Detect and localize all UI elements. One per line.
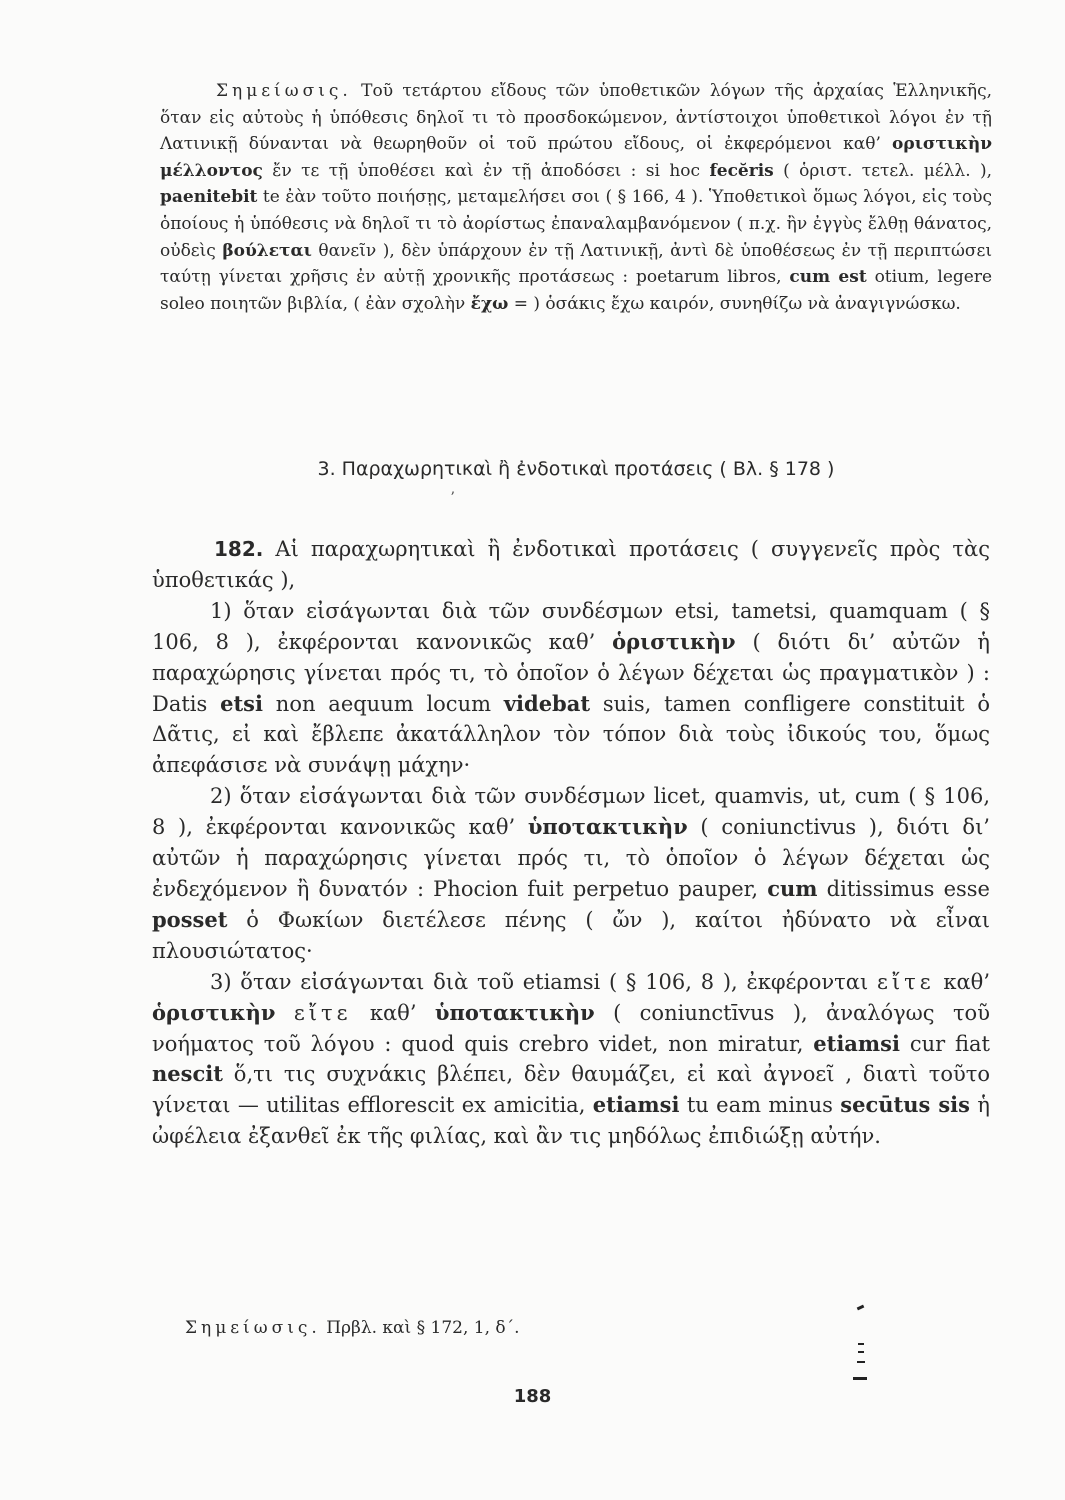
bold-term: secūtus sis xyxy=(840,1092,970,1118)
section-intro-text: Αἱ παραχωρητικαὶ ἢ ἐνδοτικαὶ προτάσεις ( συγγενεῖς πρὸς τὰς ὑποθετικάς ), xyxy=(152,537,990,592)
note-paragraph-2 xyxy=(185,1318,885,1338)
page-number: 188 xyxy=(513,1386,552,1407)
bold-term: paenitebit xyxy=(160,187,258,208)
bold-term: ἔχω xyxy=(470,293,509,314)
rule-paragraph-3 xyxy=(152,967,990,1152)
note-text: = ) ὁσάκις ἔχω καιρόν, συνηθίζω νὰ ἀναγιγνώσκω. xyxy=(513,293,961,314)
bold-term: βούλεται xyxy=(222,240,312,261)
section-number: 182. xyxy=(214,537,264,561)
note-text: Πρβλ. καὶ § 172, 1, δ΄. xyxy=(326,1318,520,1338)
rule-text: καθ’ xyxy=(943,969,990,994)
rule-text: ( διότι δι’ αὐτῶν ἡ παραχώρησις γίνεται πρός τι, τὸ ὁποῖον ὁ λέγων δέχεται ὡς πραγματικὸν ) : Datis xyxy=(152,629,990,716)
stray-mark: ʼ xyxy=(450,490,455,506)
spaced-word: εἴτε xyxy=(293,1000,352,1025)
rule-text: tu eam minus xyxy=(686,1093,833,1118)
rule-text: 1) ὅταν εἰσάγωνται διὰ τῶν συνδέσμων etsi, tametsi, quamquam ( § 106, 8 ), ἐκφέρονται κανονικῶς καθ’ xyxy=(152,598,990,654)
bold-term: etiamsi xyxy=(813,1030,900,1056)
bold-term: etiamsi xyxy=(592,1092,680,1118)
note-text: te ἐὰν τοῦτο ποιήσῃς, μεταμελήσει σοι ( § 166, 4 ). Ὑποθετικοὶ ὅμως λόγοι, εἰς τοὺς ὁποίους ἡ ὑπόθεσις νὰ δηλοῖ τι τὸ ἀορίστως ἐπαναλαμβανόμενον ( π.χ. ἢν ἐγγὺς ἔλθῃ θάνατος, οὐδεὶς xyxy=(160,187,992,261)
margin-mark xyxy=(857,1305,865,1311)
rule-text: 3) ὅταν εἰσάγωνται διὰ τοῦ etiamsi ( § 106, 8 ), ἐκφέρονται xyxy=(210,969,869,994)
rule-text: ( coniunctivus ), διότι δι’ αὐτῶν ἡ παραχώρησις γίνεται πρός τι, τὸ ὁποῖον ὁ λέγων δέχεται ὡς ἐνδεχόμενον ἢ δυνατόν : Phocion fuit perpetuo pauper, xyxy=(152,815,990,901)
bold-term: οριστικὴν μέλλοντος xyxy=(160,134,993,181)
bold-term: cum est xyxy=(789,267,867,288)
margin-mark xyxy=(858,1351,864,1353)
rule-text: cur fiat xyxy=(909,1031,990,1056)
rule-text: ὅ,τι τις συχνάκις βλέπει, δὲν θαυμάζει, εἰ καὶ ἀγνοεῖ , διατὶ τοῦτο γίνεται — utilitas efflorescit ex amicitia, xyxy=(152,1062,990,1118)
bold-term: ὁριστικὴν xyxy=(612,628,736,654)
rule-text: καθ’ xyxy=(369,1000,417,1025)
rule-text: ditissimus esse xyxy=(826,876,990,901)
rule-text: non aequum locum xyxy=(275,691,492,716)
rule-text: ὁ Φωκίων διετέλεσε πένης ( ὤν ), καίτοι ἠδύνατο νὰ εἶναι πλουσιώτατος· xyxy=(152,907,991,963)
section-182 xyxy=(152,534,990,1152)
bold-term: fecĕris xyxy=(709,160,774,181)
spaced-word: εἴτε xyxy=(876,969,935,994)
note-text: ( ὁριστ. τετελ. μέλλ. ), xyxy=(783,160,993,181)
rule-text: 2) ὅταν εἰσάγωνται διὰ τῶν συνδέσμων licet, quamvis, ut, cum ( § 106, 8 ), ἐκφέρονται κανονικῶς καθ’ xyxy=(152,784,990,840)
bold-term: ὁριστικὴν xyxy=(152,999,276,1025)
note-text: otium, legere soleo ποιητῶν βιβλία, ( ἐὰν σχολὴν xyxy=(160,267,993,314)
bold-term: nescit xyxy=(152,1061,223,1087)
note-text: θανεῖν ), δὲν ὑπάρχουν ἐν τῇ Λατινικῇ, ἀντὶ δὲ ὑποθέσεως ἐν τῇ περιπτώσει ταύτῃ γίνεται χρῆσις ἐν αὐτῇ χρονικῆς προτάσεως : poetarum libros, xyxy=(160,240,992,288)
rule-paragraph-1 xyxy=(152,596,990,781)
rule-text: ( coniunctīvus ), ἀναλόγως τοῦ νοήματος τοῦ λόγου : quod quis crebro videt, non miratur, xyxy=(152,1000,990,1056)
bold-term: posset xyxy=(152,906,228,932)
bold-term: videbat xyxy=(503,690,591,716)
section-intro xyxy=(152,534,990,596)
note-text: ἔν τε τῇ ὑποθέσει καὶ ἐν τῇ ἀποδόσει : si hoc xyxy=(272,160,701,181)
rule-paragraph-2 xyxy=(152,781,990,966)
note-label: Σημείωσις. xyxy=(185,1318,321,1338)
note-paragraph xyxy=(160,78,992,317)
bold-term: ὑποτακτικὴν xyxy=(527,814,688,840)
rule-text: suis, tamen confligere constituit ὁ Δᾶτις, εἰ καὶ ἔβλεπε ἀκατάλληλον τὸν τόπον διὰ τοὺς ἰδικούς του, ὅμως ἀπεφάσισε νὰ συνάψῃ μάχην· xyxy=(152,691,990,778)
section-heading: 3. Παραχωρητικαὶ ἢ ἐνδοτικαὶ προτάσεις ( Βλ. § 178 ) xyxy=(317,458,835,480)
note-label: Σημείωσις. xyxy=(216,81,352,101)
note-text: Τοῦ τετάρτου εἴδους τῶν ὑποθετικῶν λόγων τῆς ἀρχαίας Ἑλληνικῆς, ὅταν εἰς αὐτοὺς ἡ ὑπόθεσις δηλοῖ τι τὸ προσδοκώμενον, ἀντίστοιχοι ὑποθετικοὶ λόγοι ἐν τῇ Λατινικῇ δύνανται νὰ θεωρηθοῦν οἱ τοῦ πρώτου εἴδους, οἱ ἐκφερόμενοι καθ’ xyxy=(160,81,993,155)
margin-mark xyxy=(853,1377,867,1380)
bold-term: ὑποτακτικὴν xyxy=(434,999,595,1025)
margin-mark xyxy=(858,1343,864,1345)
rule-text: ἡ ὠφέλεια ἐξανθεῖ ἐκ τῆς φιλίας, καὶ ἂν τις μηδόλως ἐπιδιώξῃ αὐτήν. xyxy=(152,1093,990,1149)
bold-term: etsi xyxy=(220,690,263,716)
bold-term: cum xyxy=(767,875,818,901)
margin-mark xyxy=(857,1361,865,1363)
